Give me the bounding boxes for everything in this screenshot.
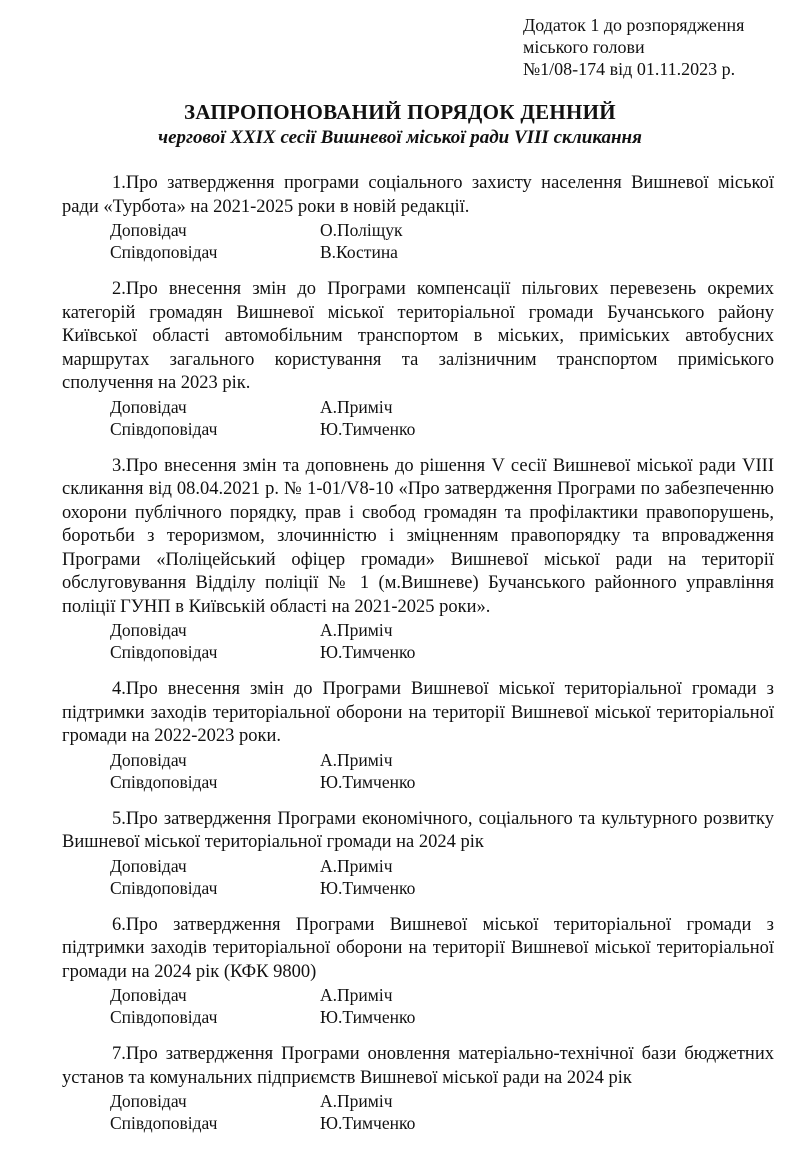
agenda-item [62, 914, 774, 1029]
reporter-row [110, 396, 774, 418]
coreporter-row [110, 771, 774, 793]
coreporter-name: Ю.Тимченко [320, 1007, 416, 1027]
reporter-label: Доповідач [110, 396, 187, 417]
agenda-item-text: 7.Про затвердження Програми оновлення матеріально-технічної бази бюджетних установ та комунальних підприємств Вишневої міської ради на 2024 рік [62, 1044, 774, 1088]
reporter-row [110, 749, 774, 771]
reporter-row [110, 1090, 774, 1112]
reporter-label: Доповідач [110, 1091, 187, 1111]
coreporter-row [110, 418, 774, 440]
reporter-name: А.Приміч [320, 855, 393, 876]
agenda-item [62, 1043, 774, 1134]
coreporter-row [110, 1006, 774, 1028]
coreporter-name: Ю.Тимченко [320, 877, 416, 898]
coreporter-row [110, 877, 774, 899]
reporter-name: О.Поліщук [320, 220, 403, 240]
agenda-item [62, 678, 774, 793]
reporter-label: Доповідач [110, 985, 187, 1005]
reporter-name: А.Приміч [320, 749, 393, 770]
annex-line-1: Додаток 1 до розпорядження [523, 15, 745, 35]
reporter-row [110, 855, 774, 877]
agenda-item [62, 172, 774, 263]
coreporter-label: Співдоповідач [110, 1007, 218, 1027]
agenda-item-text: 5.Про затвердження Програми економічного, соціального та культурного розвитку Вишневої міської територіальної громади на 2024 рік [62, 808, 774, 852]
reporter-label: Доповідач [110, 749, 187, 770]
reporter-name: А.Приміч [320, 1091, 393, 1111]
reporter-name: А.Приміч [320, 396, 393, 417]
coreporter-name: В.Костина [320, 242, 398, 262]
reporter-label: Доповідач [110, 855, 187, 876]
coreporter-label: Співдоповідач [110, 642, 218, 662]
coreporter-label: Співдоповідач [110, 771, 218, 792]
agenda-item [62, 808, 774, 899]
agenda-item-text: 6.Про затвердження Програми Вишневої міської територіальної громади з підтримки заходів територіальної оборони на території Вишневої міської територіальної громади на 2024 рік (КФК 9800) [62, 914, 774, 982]
coreporter-row [110, 241, 774, 263]
reporter-name: А.Приміч [320, 620, 393, 640]
agenda-item-text: 2.Про внесення змін до Програми компенсації пільгових перевезень окремих категорій громадян Вишневої міської територіальної громади Бучанського району Київської області автомобільним транспортом в міських, приміських автобусних маршрутах загального користування та залізничним транспортом приміського сполучення на 2023 рік. [62, 279, 774, 393]
reporter-label: Доповідач [110, 220, 187, 240]
coreporter-row [110, 1112, 774, 1134]
document-title: ЗАПРОПОНОВАНИЙ ПОРЯДОК ДЕННИЙ [184, 100, 616, 124]
reporter-label: Доповідач [110, 620, 187, 640]
agenda-item-text: 4.Про внесення змін до Програми Вишневої міської територіальної громади з підтримки заходів територіальної оборони на території Вишневої міської територіальної громади на 2022-2023 роки. [62, 679, 774, 746]
coreporter-name: Ю.Тимченко [320, 1113, 416, 1133]
coreporter-row [110, 641, 774, 663]
reporter-row [110, 619, 774, 641]
coreporter-name: Ю.Тимченко [320, 418, 416, 439]
agenda-item-text: 3.Про внесення змін та доповнень до рішення V сесії Вишневої міської ради VIII скликання від 08.04.2021 р. № 1-01/V8-10 «Про затвердження Програми по забезпеченню охорони публічного порядку, прав і свобод громадян та профілактики правопорушень, боротьби з тероризмом, злочинністю і зміцненням правопорядку та впровадження Програми «Поліцейський офіцер громади» Вишневої міської ради на території обслуговування Відділу поліції № 1 (м.Вишневе) Бучанського районного управління поліції ГУНП в Київській області на 2021-2025 роки». [62, 455, 774, 617]
agenda-item-text: 1.Про затвердження програми соціального захисту населення Вишневої міської ради «Турбота» на 2021-2025 роки в новій редакції. [62, 173, 774, 217]
agenda-list [62, 172, 774, 1149]
document-subtitle: чергової XXIX сесії Вишневої міської ради VIII скликання [158, 127, 642, 148]
coreporter-name: Ю.Тимченко [320, 642, 416, 662]
coreporter-name: Ю.Тимченко [320, 771, 416, 792]
reporter-row [110, 219, 774, 241]
coreporter-label: Співдоповідач [110, 418, 218, 439]
agenda-item [62, 455, 774, 664]
annex-line-3: №1/08-174 від 01.11.2023 р. [523, 59, 736, 79]
reporter-name: А.Приміч [320, 985, 393, 1005]
annex-header [523, 14, 744, 80]
annex-line-2: міського голови [523, 37, 645, 57]
coreporter-label: Співдоповідач [110, 1113, 218, 1133]
coreporter-label: Співдоповідач [110, 877, 218, 898]
agenda-item [62, 278, 774, 440]
reporter-row [110, 984, 774, 1006]
coreporter-label: Співдоповідач [110, 242, 218, 262]
